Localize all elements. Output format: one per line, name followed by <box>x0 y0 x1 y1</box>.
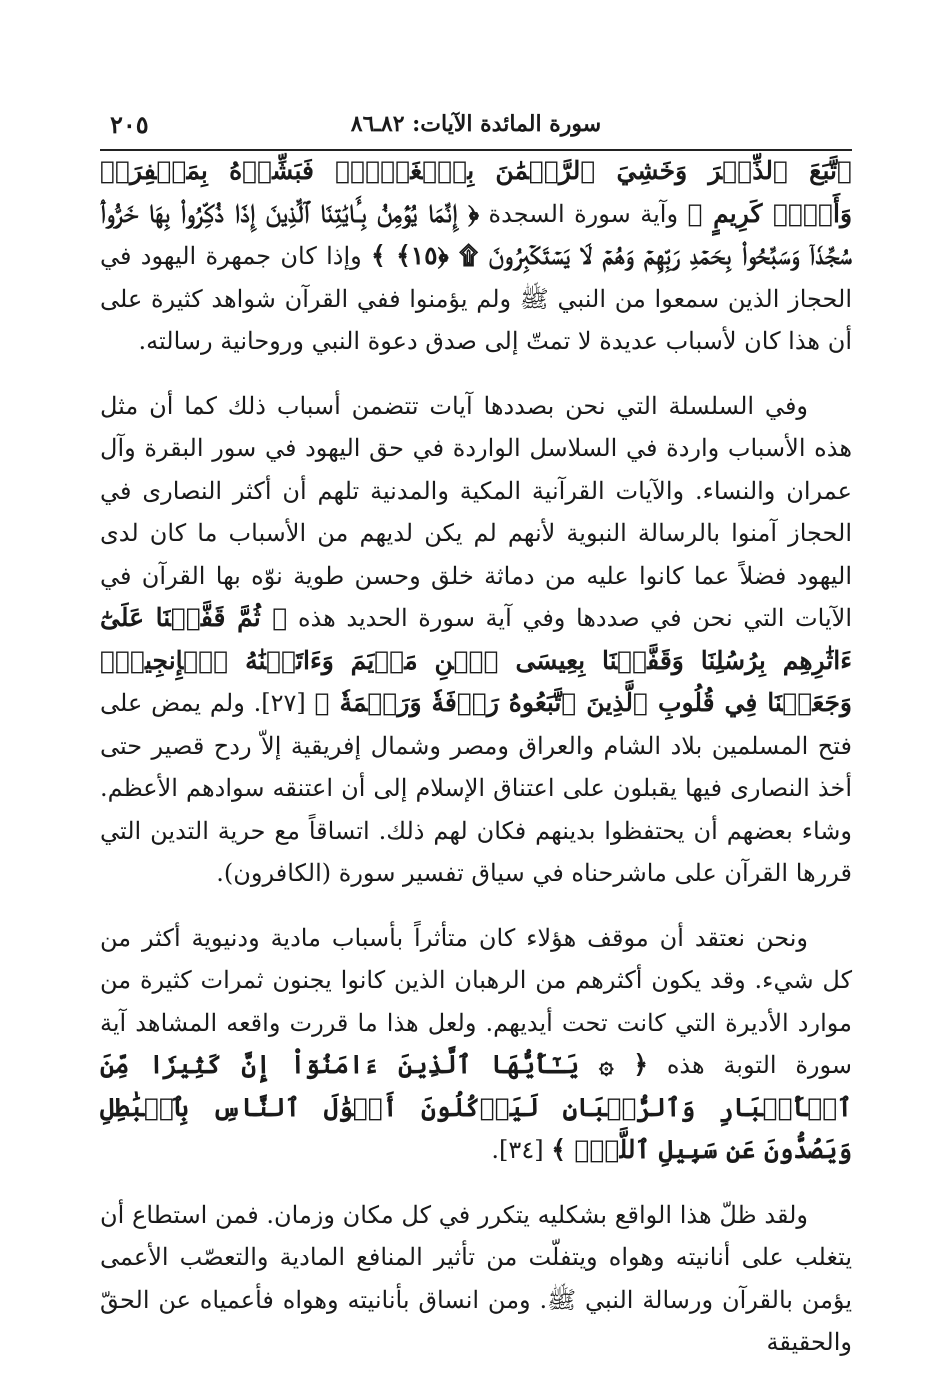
paragraph-gap <box>100 895 852 917</box>
prose-text: ولقد ظلّ هذا الواقع بشكليه يتكرر في كل مكان وزمان. فمن استطاع أن يتغلب على أنانيته وهواه ويتفلّت من تأثير المنافع المادية والتعصّب الأعمى يؤمن بالقرآن ورسالة النبي ﷺ. ومن انساق بأنانيته وهواه فأعمياه عن الحقّ والحقيقة <box>100 1200 852 1356</box>
prose-text: ونحن نعتقد أن موقف هؤلاء كان متأثراً بأسباب مادية ودنيوية أكثر من كل شيء. وقد يكون أكثرهم من الرهبان الذين كانوا يجنون ثمرات كثيرة من موارد الأديرة التي كانت تحت أيديهم. ولعل هذا ما قررت واقعه المشاهد آية سورة التوبة هذه <box>100 923 852 1079</box>
paragraph-2 <box>100 385 852 895</box>
running-title: سورة المائدة الآيات: ٨٢ـ٨٦ <box>350 111 602 137</box>
paragraph-3 <box>100 917 852 1172</box>
prose-text: وآية سورة السجدة <box>479 199 688 228</box>
page-number: ٢٠٥ <box>110 109 149 139</box>
prose-text: وفي السلسلة التي نحن بصددها آيات تتضمن أسباب ذلك كما أن مثل هذه الأسباب واردة في السلاسل الواردة في حق اليهود في سور البقرة وآل عمران والنساء. والآيات القرآنية المكية والمدنية تلهم أن أكثر النصارى في الحجاز آمنوا بالرسالة النبوية لأنهم لم يكن لديهم من الأسباب ما كان لدى اليهود فضلاً عما كانوا عليه من دماثة خلق وحسن طوية نوّه بها القرآن في الآيات التي نحن في صددها وفي آية سورة الحديد هذه <box>100 391 852 632</box>
quran-verse: ﴿ ثُمَّ قَفَّيۡنَا عَلَىٰٓ ءَاثَٰرِهِم بِرُسُلِنَا وَقَفَّيۡنَا بِعِيسَى ٱبۡنِ مَرۡيَمَ وَءَاتَيۡنَٰهُ ٱلۡإِنجِيلَۖ وَجَعَلۡنَا فِي قُلُوبِ ٱلَّذِينَ ٱتَّبَعُوهُ رَأۡفَةٗ وَرَحۡمَةٗ ﴾ <box>100 603 853 717</box>
page-header <box>100 104 852 144</box>
prose-text: [٢٧]. ولم يمض على فتح المسلمين بلاد الشام والعراق ومصر وشمال إفريقية إلاّ ردح قصير حتى أخذ النصارى فيها يقبلون على اعتناق الإسلام إلى أن اعتنقه سوادهم الأعظم. وشاء بعضهم أن يحتفظوا بدينهم فكان لهم ذلك. اتساقاً مع حرية التدين التي قررها القرآن على ماشرحناه في سياق تفسير سورة (الكافرون). <box>100 689 852 887</box>
quran-verse: ﴿ ۞ يَـٰٓأَيُّهَا ٱلَّذِينَ ءَامَنُوٓاْ إِنَّ كَثِيرٗا مِّنَ ٱلۡأَحۡبَارِ وَٱلرُّهۡبَانِ لَيَأۡكُلُونَ أَمۡوَٰلَ ٱلنَّاسِ بِٱلۡبَٰطِلِ وَيَصُدُّونَ عَن سَبِيلِ ٱللَّهِۗ ﴾ <box>100 1050 852 1164</box>
paragraph-gap <box>100 363 852 385</box>
quran-verse: ﴿ إِنَّمَا يُؤۡمِنُ بِـَٔايَٰتِنَا ٱلَّذِينَ إِذَا ذُكِّرُواْ بِهَا خَرُّواْۤ سُجَّدٗاۤ وَسَبَّحُواْ بِحَمۡدِ رَبِّهِمۡ وَهُمۡ لَا يَسۡتَكۡبِرُونَ ۩ ﴿١٥﴾ ﴾ <box>100 198 852 270</box>
paragraph-gap <box>100 1172 852 1194</box>
quran-verse: ٱتَّبَعَ ٱلذِّكۡرَ وَخَشِيَ ٱلرَّحۡمَٰنَ بِٱلۡغَيۡبِۖ فَبَشِّرۡهُ بِمَغۡفِرَةٖ وَأَجۡرٖ كَرِيمٍ ﴾ <box>100 156 853 228</box>
prose-text: [٣٤]. <box>491 1136 552 1164</box>
prose-text: وإذا كان جمهرة اليهود في الحجاز الذين سمعوا من النبي ﷺ ولم يؤمنوا ففي القرآن شواهد كثيرة على أن هذا كان لأسباب عديدة لا تمتّ إلى صدق دعوة النبي وروحانية رسالته. <box>100 242 852 355</box>
body-text <box>100 150 852 1364</box>
paragraph-1 <box>100 150 852 363</box>
paragraph-4 <box>100 1194 852 1364</box>
